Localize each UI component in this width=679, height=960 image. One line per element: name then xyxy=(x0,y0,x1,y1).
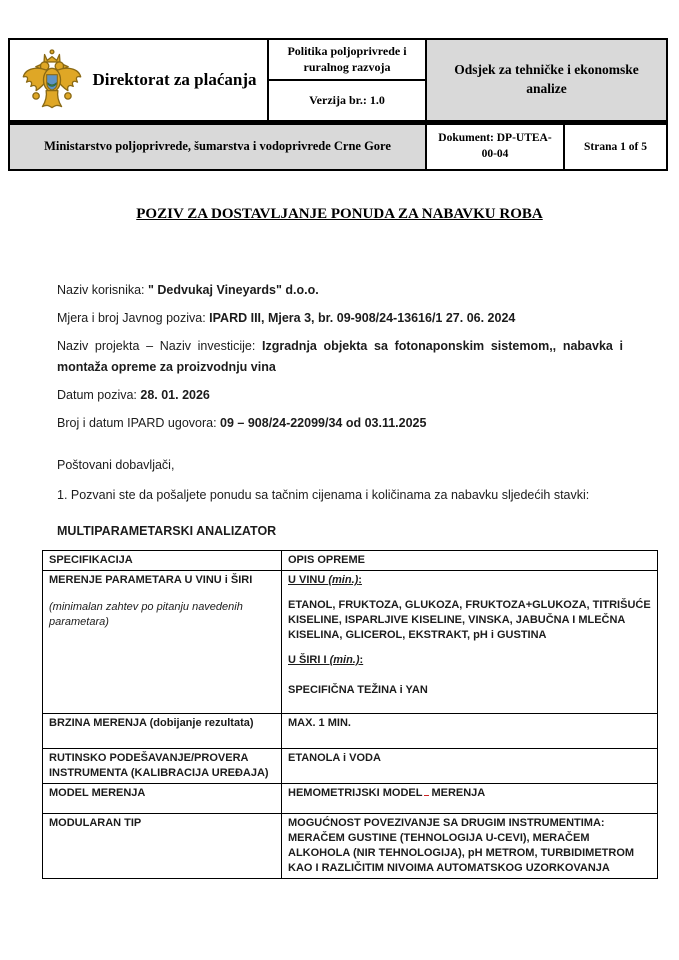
desc-subheading: U VINU (min.): xyxy=(288,574,362,586)
policy-version-cell xyxy=(269,40,427,120)
field-value: IPARD III, Mjera 3, br. 09-908/24-13616/1 27. 06. 2024 xyxy=(209,311,516,325)
spec-cell: RUTINSKO PODEŠAVANJE/PROVERA INSTRUMENTA (KALIBRACIJA UREĐAJA) xyxy=(43,749,282,784)
table-row xyxy=(43,714,658,749)
field-datum-poziva xyxy=(57,385,623,406)
spec-note: (minimalan zahtev po pitanju navedenih parametara) xyxy=(49,601,243,628)
spec-cell: MODULARAN TIP xyxy=(43,814,282,879)
field-naziv-korisnika xyxy=(57,280,623,301)
field-mjera-broj-poziva xyxy=(57,308,623,329)
field-value: 09 – 908/24-22099/34 od 03.11.2025 xyxy=(220,416,427,430)
field-value: Izgradnja objekta sa fotonaponskim sistemom,, nabavka i montaža opreme za proizvodnju vina xyxy=(57,339,623,374)
document-number-cell: Dokument: DP-UTEA-00-04 xyxy=(427,125,565,169)
column-header-spec: SPECIFIKACIJA xyxy=(43,551,282,571)
policy-line: Politika poljoprivrede i ruralnog razvoja xyxy=(269,40,425,81)
spec-cell xyxy=(43,571,282,714)
desc-parameter-list: ETANOL, FRUKTOZA, GLUKOZA, FRUKTOZA+GLUKOZA, TITRIŠUĆE KISELINE, ISPARLJIVE KISELINE, VINSKA, JABUČNA I MLEČNA KISELINA, GLICEROL, EKSTRAKT, pH i GUSTINA xyxy=(288,599,651,641)
greeting-line: Poštovani dobavljači, xyxy=(57,458,175,472)
table-header-row xyxy=(43,551,658,571)
instruction-line: 1. Pozvani ste da pošaljete ponudu sa tačnim cijenama i količinama za nabavku sljedećih stavki: xyxy=(57,488,590,502)
table-row xyxy=(43,571,658,714)
desc-cell xyxy=(282,571,658,714)
directorate-title: Direktorat za plaćanja xyxy=(92,69,257,89)
field-ipard-ugovor xyxy=(57,413,623,434)
field-value: 28. 01. 2026 xyxy=(140,388,210,402)
desc-cell: HEMOMETRIJSKI MODEL MERENJA xyxy=(282,784,658,814)
field-label: Naziv korisnika: xyxy=(57,283,148,297)
column-header-desc: OPIS OPREME xyxy=(282,551,658,571)
section-heading: MULTIPARAMETARSKI ANALIZATOR xyxy=(57,524,277,538)
desc-subheading: U ŠIRI I (min.): xyxy=(288,654,364,666)
letterhead-top-row xyxy=(8,38,668,123)
coat-of-arms-icon xyxy=(16,46,88,114)
spec-title: MERENJE PARAMETARA U VINU i ŠIRI xyxy=(49,574,253,586)
desc-cell: MOGUĆNOST POVEZIVANJE SA DRUGIM INSTRUMENTIMA: MERAČEM GUSTINE (TEHNOLOGIJA U-CEVI), MERAČEM ALKOHOLA (NIR TEHNOLOGIJA), pH METROM, TURBIDIMETROM KAO I RAZLIČITIM NIVOIMA AUTOMATSKOG UZORKOVANJA xyxy=(282,814,658,879)
field-naziv-projekta xyxy=(57,336,623,378)
organization-cell xyxy=(10,40,269,120)
field-label: Mjera i broj Javnog poziva: xyxy=(57,311,210,325)
desc-cell: ETANOLA i VODA xyxy=(282,749,658,784)
field-value: " Dedvukaj Vineyards" d.o.o. xyxy=(148,283,319,297)
table-row xyxy=(43,749,658,784)
table-row xyxy=(43,814,658,879)
desc-parameter-list: SPECIFIČNA TEŽINA i YAN xyxy=(288,684,428,696)
desc-cell: MAX. 1 MIN. xyxy=(282,714,658,749)
field-label: Broj i datum IPARD ugovora: xyxy=(57,416,221,430)
spec-cell: MODEL MERENJA xyxy=(43,784,282,814)
spec-cell: BRZINA MERENJA (dobijanje rezultata) xyxy=(43,714,282,749)
specification-table xyxy=(42,550,658,879)
spellcheck-mark xyxy=(424,787,429,796)
document-body xyxy=(57,280,623,542)
table-row xyxy=(43,784,658,814)
version-line: Verzija br.: 1.0 xyxy=(309,92,385,107)
department-cell: Odsjek za tehničke i ekonomske analize xyxy=(427,40,666,120)
field-label: Naziv projekta – Naziv investicije: xyxy=(57,339,262,353)
letterhead-bottom-row xyxy=(8,123,668,171)
letterhead xyxy=(8,38,668,171)
document-title: POZIV ZA DOSTAVLJANJE PONUDA ZA NABAVKU ROBA xyxy=(136,206,543,222)
field-label: Datum poziva: xyxy=(57,388,141,402)
ministry-cell: Ministarstvo poljoprivrede, šumarstva i vodoprivrede Crne Gore xyxy=(10,125,427,169)
page-number-cell: Strana 1 of 5 xyxy=(584,141,647,153)
